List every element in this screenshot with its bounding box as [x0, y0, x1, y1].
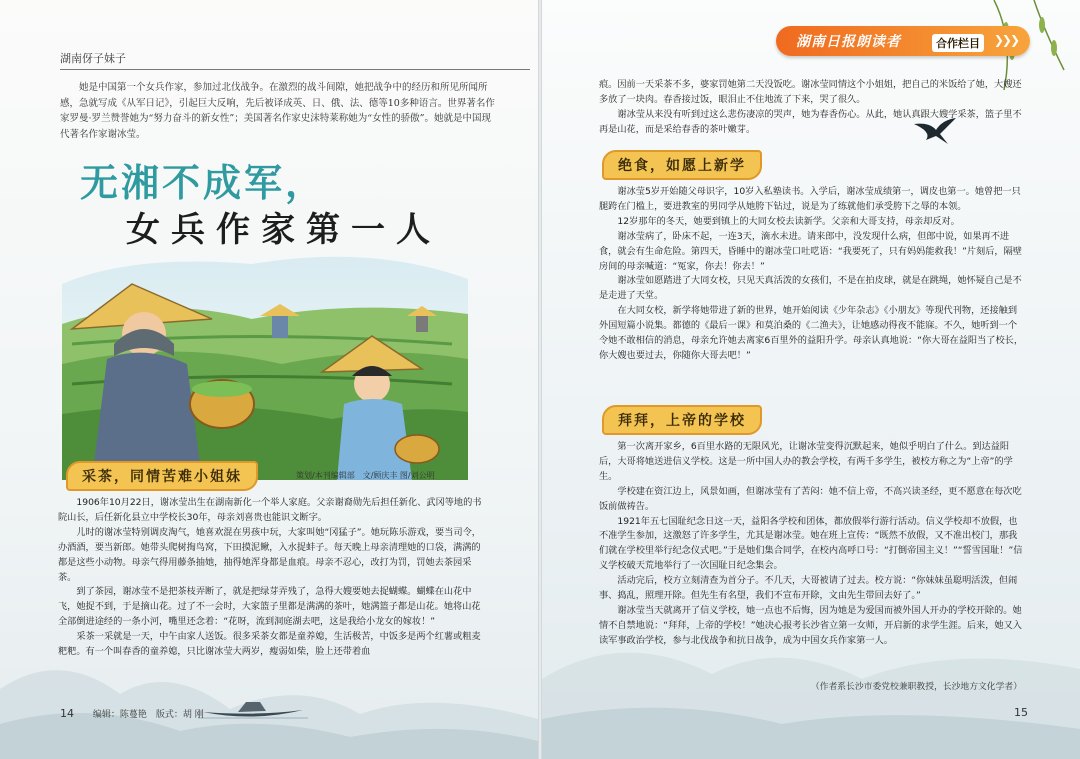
paragraph: 活动完后，校方立刻清查为首分子。不几天，大哥被请了过去。校方说：“你妹妹虽聪明活泼，但闹事、捣乱，照理开除。但先生有名望，我们不宣布开除，文由先生带回去好了。” [599, 575, 1018, 602]
swallow-icon [912, 116, 958, 146]
section-title-farewell-school: 拜拜，上帝的学校 [602, 405, 762, 435]
masthead-column-label: 合作栏目 [932, 34, 984, 52]
intro-paragraph: 她是中国第一个女兵作家，参加过北伐战争。在激烈的战斗间隙，她把战争中的经历和所见所闻所感，急就写成《从军日记》，引起巨大反响，先后被译成英、日、俄、法、德等10多种语言。世界著名作家罗曼·罗兰赞誉她为“努力奋斗的新女性”；美国著名作家史沫特莱称她为“女性的骄傲”。她就是中国现代著名作家谢冰莹。 [60, 82, 495, 141]
boat-icon [198, 694, 308, 724]
paragraph: 12岁那年的冬天，她要到镇上的大同女校去读新学。父亲和大哥支持，母亲却反对。 [617, 215, 960, 227]
right-page [542, 0, 1080, 759]
chevron-right-icon: ❯❯❯ [993, 33, 1018, 47]
paragraph: 痕。因前一天采茶不多，婆家罚她第二天没饭吃。谢冰莹同情这个小姐姐，把自己的米饭给了她，大嫂还多放了一块肉。春香接过饭，眼泪止不住地流了下来，哭了很久。 [599, 79, 1022, 105]
paragraph: 学校建在资江边上，风景如画，但谢冰莹有了苦闷：她不信上帝，不高兴读圣经，更不愿意在每次吃饭前做祷告。 [599, 485, 1022, 512]
paragraph: 在大同女校，新学将她带进了新的世界，她开始阅读《少年杂志》《小朋友》等现代刊物，还接触到外国短篇小说集。都德的《最后一课》和莫泊桑的《二渔夫》，让她感动得夜不能寐。不久，她听到一个令她不敢相信的消息，母亲允许她去离家6百里外的益阳升学。母亲认真地说：“你大哥在益阳当了校长，你大嫂也要过去，你随你大哥去吧！” [599, 305, 1024, 361]
right-body-text-1 [599, 78, 1025, 138]
paragraph: 儿时的谢冰莹特别调皮淘气，她喜欢混在男孩中玩，大家叫她“冈猛子”。她玩陈乐游戏，要当司令，办酒酒，要当新郎。她带头爬树掏鸟窝，下田摸泥鳅，入水捉蚌子。每天晚上母亲清理她的口袋，满满的都是这些小动物。母亲气得用藤条抽她，抽得她浑身都是血痕。母亲不忍心，改打为罚，罚她去茶园采茶。 [58, 526, 481, 583]
page-number-left: 14 [60, 707, 74, 720]
tea-picking-illustration [52, 244, 476, 480]
section-title-tea-picking: 采茶，同情苦难小姐妹 [66, 461, 258, 491]
right-body-text-2 [599, 185, 1025, 364]
left-page [0, 0, 538, 759]
paragraph: 谢冰莹病了，卧床不起，一连3天，滴水未进。请来郎中，没发现什么病，但郎中说，如果再不进食，就会有生命危险。第四天，昏睡中的谢冰莹口吐呓语：“我要死了，只有妈妈能救我！”片刻后，隔壁房间的母亲喊道：“冤家，你去！你去！” [599, 230, 1022, 272]
editor-line: 编辑：陈蔓艳 版式：胡 刚 [92, 710, 204, 720]
paragraph: 谢冰莹当天就离开了信义学校，她一点也不后悔，因为她是为爱国而被外国人开办的学校开除的。她情不自禁地说：“拜拜，上帝的学校！”她决心报考长沙省立第一女师，开启新的求学生涯。后来，她又入读军事政治学校，参与北伐战争和抗日战争，成为中国女兵作家第一人。 [599, 604, 1022, 646]
left-body-text [58, 496, 488, 660]
section-title-hunger-strike: 绝食，如愿上新学 [602, 150, 762, 180]
article-title-line2: 女兵作家第一人 [126, 210, 441, 250]
paragraph: 到了茶园，谢冰莹不是把茶枝弄断了，就是把绿芽弄残了，急得大嫂要她去捉蝴蝶。蝴蝶在山花中飞，她捉不到，于是摘山花。过了不一会时，大家篮子里都是满满的茶叶，她满篮子都是山花。她将山花全部倒进途经的一条小河，嘴里还念着：“花呀，流到洞庭湖去吧，这是我给小龙女的嫁妆！” [58, 586, 481, 628]
masthead-banner [776, 26, 1030, 56]
paragraph: 谢冰莹5岁开始随父母识字，10岁入私塾读书。入学后，谢冰莹成绩第一，调皮也第一。她曾把一只腿跨在门槛上，要进教室的男同学从她胯下钻过，说是为了练就他们承受胯下之辱的本领。 [599, 186, 1021, 212]
paragraph: 谢冰莹从来没有听到过这么悲伤凄凉的哭声，她为春香伤心。从此，她认真跟大嫂学采茶，篮子里不再是山花，而是采给春香的茶叶嫩芽。 [599, 108, 1022, 135]
masthead-brand: 湖南日报朗读者 [796, 34, 901, 50]
page-number-right: 15 [1014, 706, 1028, 719]
author-byline: （作者系长沙市委党校兼职教授，长沙地方文化学者） [810, 682, 1022, 692]
article-title-line1: 无湘不成军， [80, 160, 327, 205]
left-footer [60, 707, 204, 720]
paragraph: 谢冰莹如愿踏进了大同女校，只见天真活泼的女孩们，不是在拍皮球，就是在跳绳，她怀疑自己是不是走进了天堂。 [599, 275, 1022, 302]
paragraph: 1906年10月22日，谢冰莹出生在湖南新化一个举人家庭。父亲谢裔勋先后担任新化、武冈等地的书院山长，后任新化县立中学校长30年，母亲刘喜贵也能识文断字。 [58, 497, 482, 523]
credit-line: 策划/本刊编辑部 文/顾庆丰 图/刘公明 [296, 471, 435, 480]
paragraph: 采茶一采就是一天，中午由家人送饭。很多采茶女都是童养媳，生活极苦，中饭多是两个红薯或粗麦粑粑。有一个叫春香的童养媳，只比谢冰莹大两岁，瘦弱如柴，脸上还带着血 [58, 631, 481, 658]
paragraph: 1921年五七国耻纪念日这一天，益阳各学校和团体，都放假举行游行活动。信义学校却不放假，也不准学生参加，这激怒了许多学生，尤其是谢冰莹。她在班上宣传：“既然不放假，又不准出校门，那我们就在学校里举行纪念仪式吧。”于是她们集合同学，在校内高呼口号：“打倒帝国主义！”“誓雪国耻！”信义学校破天荒地举行了一次国耻日纪念集会。 [599, 515, 1023, 572]
right-body-text-3 [599, 440, 1025, 649]
column-label: 湖南伢子妹子 [60, 50, 530, 70]
paragraph: 第一次离开家乡，6百里水路的无限风光，让谢冰莹变得沉默起来，她似乎明白了什么。到达益阳后，大哥将她送进信义学校。这是一所中国人办的教会学校，有两千多学生，被校方称之为“上帝”的学生。 [599, 441, 1013, 482]
